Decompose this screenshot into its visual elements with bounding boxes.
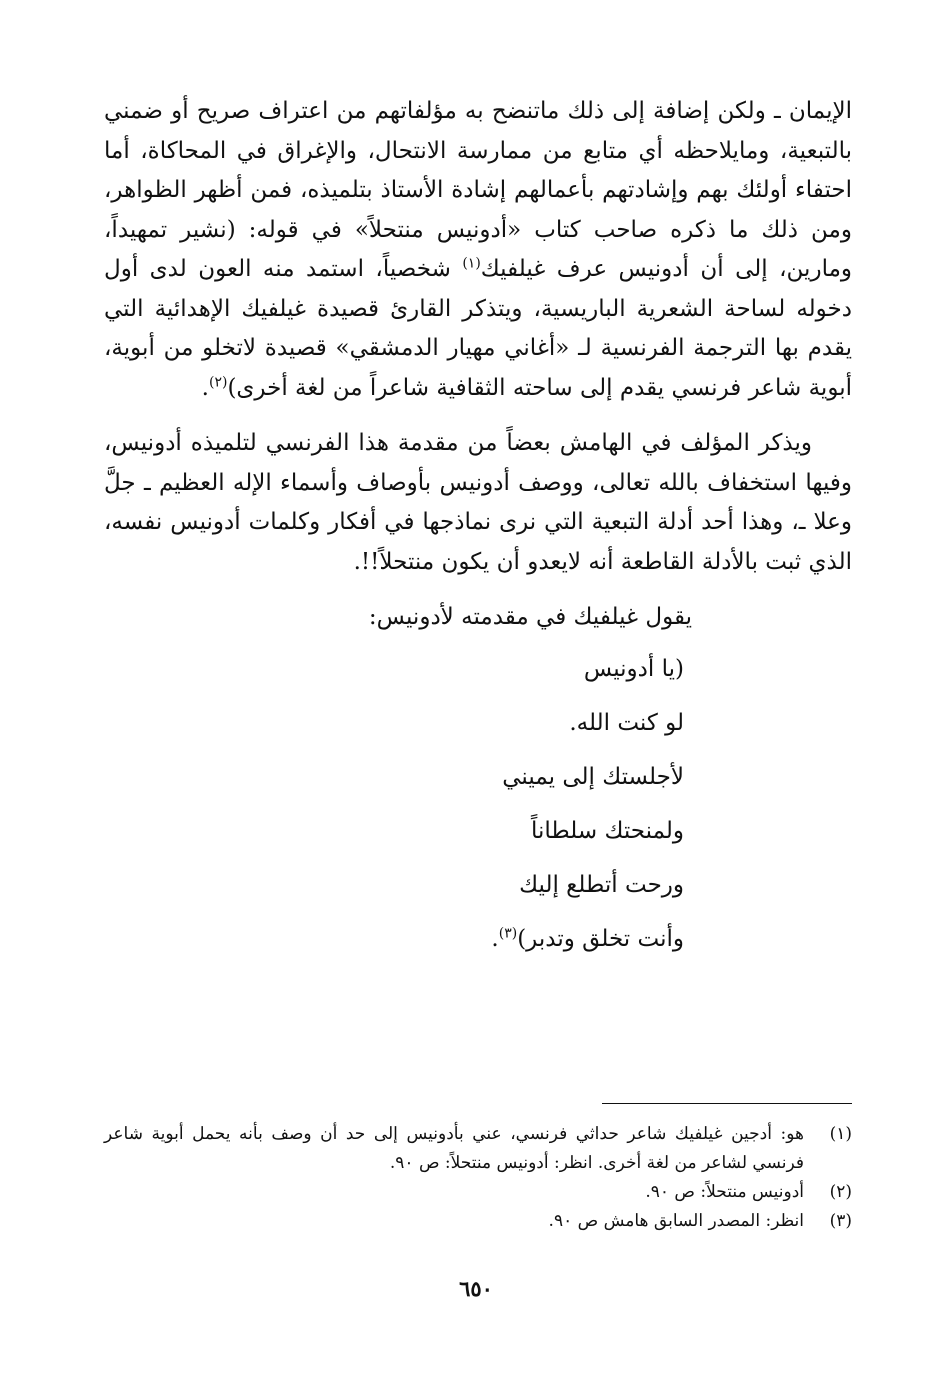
page-number: ٦٥٠ [459, 1276, 493, 1301]
paragraph-1-text-b: شخصياً، استمد منه العون لدى أول دخوله لساحة الشعرية الباريسية، ويتذكر القارئ قصيدة غيلفيك الإهدائية التي يقدم بها الترجمة الفرنسية لـ «أغاني مهيار الدمشقي» قصيدة لاتخلو من أبوية، أبوية شاعر فرنسي يقدم إلى ساحته الثقافية شاعراً من لغة أخرى) [104, 256, 852, 401]
poem-line-6-text: وأنت تخلق وتدبر) [517, 925, 684, 952]
paragraph-1-text-a: الإيمان ـ ولكن إضافة إلى ذلك ماتنضح به مؤلفاتهم من اعتراف صريح أو ضمني بالتبعية، ومايلاحظه أي متابع من ممارسة الانتحال، والإغراق في المحاكاة، أما احتفاء أولئك بهم وإشادتهم بأعمالهم إشادة الأستاذ بتلميذه، فمن أظهر الظواهر، ومن ذلك ما ذكره صاحب كتاب «أدونيس منتحلاً» في قوله: (نشير تمهيداً، ومارين، إلى أن أدونيس عرف غيلفيك [104, 98, 853, 282]
footnote-2 [104, 1178, 852, 1207]
footnote-2-number: (٢) [829, 1182, 852, 1202]
footnote-divider [602, 1103, 852, 1104]
poem-line-1: (يا أدونيس [583, 655, 684, 682]
main-text [104, 92, 852, 966]
footnote-1-number: (١) [829, 1124, 852, 1144]
poem-line-3: لأجلستك إلى يميني [502, 763, 684, 790]
poem-line-2: لو كنت الله. [569, 709, 684, 736]
footnotes [104, 1120, 852, 1236]
poem-line-6 [104, 912, 684, 966]
paragraph-2: ويذكر المؤلف في الهامش بعضاً من مقدمة هذا الفرنسي لتلميذه أدونيس، وفيها استخفاف بالله تعالى، ووصف أدونيس بأوصاف وأسماء الإله العظيم ـ جلَّ وعلا ـ، وهذا أحد أدلة التبعية التي نرى نماذجها في أفكار وكلمات أدونيس نفسه، الذي ثبت بالأدلة القاطعة أنه لايعدو أن يكون منتحلاً!!. [104, 430, 852, 575]
footnote-ref-3: (٣) [498, 924, 518, 941]
poem [104, 642, 684, 966]
poem-end-mark: . [491, 925, 499, 952]
footnote-3 [104, 1207, 852, 1236]
footnote-ref-1: (١) [462, 255, 481, 272]
paragraph-1-text-c: . [201, 374, 209, 401]
poem-line-5: ورحت أتطلع إليك [519, 871, 684, 898]
footnote-1 [104, 1120, 852, 1178]
footnote-3-text: انظر: المصدر السابق هامش ص ٩٠. [548, 1211, 804, 1231]
quote-intro: يقول غيلفيك في مقدمته لأدونيس: [368, 604, 692, 630]
footnote-2-text: أدونيس منتحلاً: ص ٩٠. [645, 1182, 804, 1202]
footnote-3-number: (٣) [829, 1211, 852, 1231]
paragraph-1 [104, 92, 852, 408]
footnote-ref-2: (٢) [208, 373, 228, 390]
footnote-1-text: هو: أدجين غيلفيك شاعر حداثي فرنسي، عني بأدونيس إلى حد أن وصف بأنه يحمل أبوية شاعر فرنسي لشاعر من لغة أخرى. انظر: أدونيس منتحلاً: ص ٩٠. [104, 1124, 804, 1173]
poem-line-4: ولمنحتك سلطاناً [530, 817, 684, 844]
